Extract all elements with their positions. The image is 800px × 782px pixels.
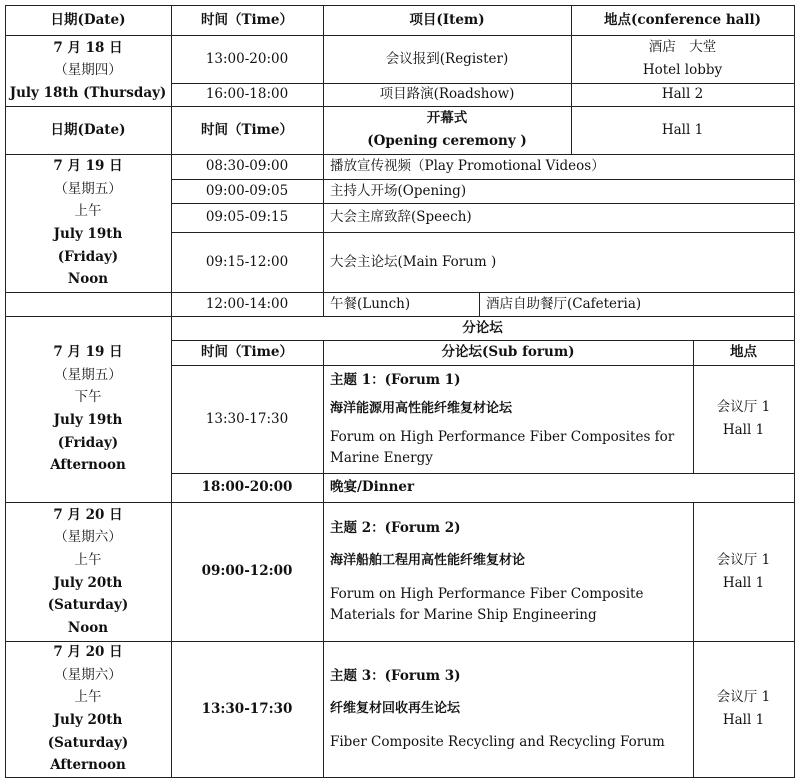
day2-pm-period-cn: 下午	[74, 389, 102, 406]
day2-am-row2-item: 主持人开场(Opening)	[330, 182, 467, 199]
day1-row1-venue	[571, 35, 794, 83]
venue-line-cn: 酒店 大堂	[648, 39, 717, 56]
day3-pm-period-cn: 上午	[74, 689, 102, 706]
day3-am-weekday-en: (Saturday)	[47, 597, 129, 614]
day2-pm-period-en: Afternoon	[50, 457, 126, 474]
forum1-time: 13:30-17:30	[205, 410, 289, 427]
day1-row1-time: 13:00-20:00	[205, 50, 289, 67]
day1-row2-time: 16:00-18:00	[205, 86, 289, 103]
opening-header-date: 日期(Date)	[50, 121, 126, 138]
forum2-venue-cn: 会议厅 1	[716, 551, 771, 568]
subforum-header-time: 时间（Time）	[200, 344, 294, 361]
day2-am-period-cn: 上午	[74, 203, 102, 220]
forum1-title-cn: 海洋能源用高性能纤维复材论坛	[330, 401, 513, 416]
opening-title-cn: 开幕式	[426, 110, 468, 127]
forum2-label: 主题 2：(Forum 2)	[330, 519, 461, 536]
day2-am-row1-item: 播放宣传视频（Play Promotional Videos）	[330, 158, 605, 175]
day2-pm-date-en: July 19th	[53, 412, 123, 428]
day2-am-row3-time: 09:05-09:15	[205, 209, 289, 226]
lunch-venue: 酒店自助餐厅(Cafeteria)	[486, 295, 642, 312]
forum3-title-cn: 纤维复材回收再生论坛	[330, 700, 461, 716]
forum2-title-cn: 海洋船舶工程用高性能纤维复材论	[330, 552, 526, 568]
day3-am-date-cn: 7 月 20 日	[53, 506, 123, 523]
forum1-venue	[693, 365, 794, 473]
forum2-venue-en: Hall 1	[722, 574, 765, 591]
forum3-venue	[693, 641, 794, 777]
opening-title	[323, 106, 571, 154]
day2-pm-date-cn: 7 月 19 日	[53, 344, 123, 361]
day1-row1-item: 会议报到(Register)	[385, 50, 509, 67]
day2-am-date-cell	[5, 154, 171, 292]
day3-am-weekday-cn: （星期六）	[54, 529, 122, 546]
forum1-content	[323, 365, 693, 473]
day2-am-date-cn: 7 月 19 日	[53, 158, 123, 175]
subforum-header-venue: 地点	[730, 344, 757, 361]
subforum-header-sub: 分论坛(Sub forum)	[441, 344, 575, 361]
header-item: 项目(Item)	[409, 11, 485, 28]
forum3-venue-cn: 会议厅 1	[716, 689, 771, 706]
day1-row2-item: 项目路演(Roadshow)	[379, 86, 515, 103]
day2-pm-weekday-cn: （星期五）	[54, 366, 122, 383]
day2-am-row4-time: 09:15-12:00	[205, 253, 289, 270]
subforum-title: 分论坛	[462, 319, 503, 336]
day2-am-row3-item: 大会主席致辞(Speech)	[330, 209, 472, 226]
forum1-title-en-2: Marine Energy	[330, 449, 433, 466]
opening-venue: Hall 1	[661, 121, 704, 138]
table-border	[794, 5, 795, 777]
day2-am-row1-time: 08:30-09:00	[205, 158, 289, 175]
day2-am-date-en: July 19th	[53, 226, 123, 242]
day2-am-weekday-en: (Friday)	[57, 248, 119, 265]
day2-am-row4-item: 大会主论坛(Main Forum )	[330, 253, 497, 270]
header-date: 日期(Date)	[50, 11, 126, 28]
day1-weekday-cn: （星期四）	[54, 62, 122, 79]
day2-pm-weekday-en: (Friday)	[57, 434, 119, 451]
day3-pm-weekday-en: (Saturday)	[47, 734, 129, 751]
day3-pm-date-en: July 20th	[53, 712, 123, 728]
forum3-title-en-1: Fiber Composite Recycling and Recycling Forum	[330, 734, 665, 751]
forum3-content	[323, 641, 693, 777]
opening-title-en: (Opening ceremony )	[367, 133, 527, 149]
header-time: 时间（Time）	[200, 11, 294, 28]
day2-am-row2-time: 09:00-09:05	[205, 182, 289, 199]
forum3-label: 主题 3：(Forum 3)	[330, 667, 461, 684]
day3-am-period-en: Noon	[67, 619, 109, 636]
day1-date-cn: 7 月 18 日	[53, 39, 123, 56]
table-border	[5, 777, 795, 778]
lunch-time: 12:00-14:00	[205, 295, 289, 312]
day3-am-date-en: July 20th	[53, 574, 123, 591]
dinner-item: 晚宴/Dinner	[330, 479, 415, 496]
forum1-venue-cn: 会议厅 1	[716, 399, 771, 416]
forum2-title-en-1: Forum on High Performance Fiber Composite	[330, 586, 644, 603]
day2-am-period-en: Noon	[67, 271, 109, 288]
day1-date-cell	[5, 35, 171, 106]
forum2-time: 09:00-12:00	[201, 563, 293, 580]
dinner-time: 18:00-20:00	[201, 479, 293, 496]
day2-am-weekday-cn: （星期五）	[54, 180, 122, 197]
venue-line-en: Hotel lobby	[642, 62, 723, 78]
forum1-title-en-1: Forum on High Performance Fiber Composites for	[330, 428, 675, 445]
forum3-time: 13:30-17:30	[201, 700, 293, 717]
day3-pm-period-en: Afternoon	[50, 757, 126, 774]
day3-pm-date-cell	[5, 641, 171, 777]
day1-row2-venue: Hall 2	[661, 86, 704, 103]
forum3-venue-en: Hall 1	[722, 712, 765, 728]
forum1-label: 主题 1：(Forum 1)	[330, 372, 461, 389]
day3-am-period-cn: 上午	[74, 551, 102, 568]
day2-pm-date-cell	[5, 316, 171, 502]
forum1-venue-en: Hall 1	[722, 422, 765, 438]
lunch-item: 午餐(Lunch)	[330, 295, 411, 312]
opening-header-time: 时间（Time）	[200, 121, 294, 138]
day3-am-date-cell	[5, 502, 171, 641]
forum2-title-en-2: Materials for Marine Ship Engineering	[330, 607, 597, 624]
forum2-venue	[693, 502, 794, 641]
forum2-content	[323, 502, 693, 641]
day3-pm-weekday-cn: （星期六）	[54, 666, 122, 683]
day1-date-en: July 18th (Thursday)	[9, 84, 167, 101]
header-venue: 地点(conference hall)	[603, 11, 762, 28]
day3-pm-date-cn: 7 月 20 日	[53, 644, 123, 661]
